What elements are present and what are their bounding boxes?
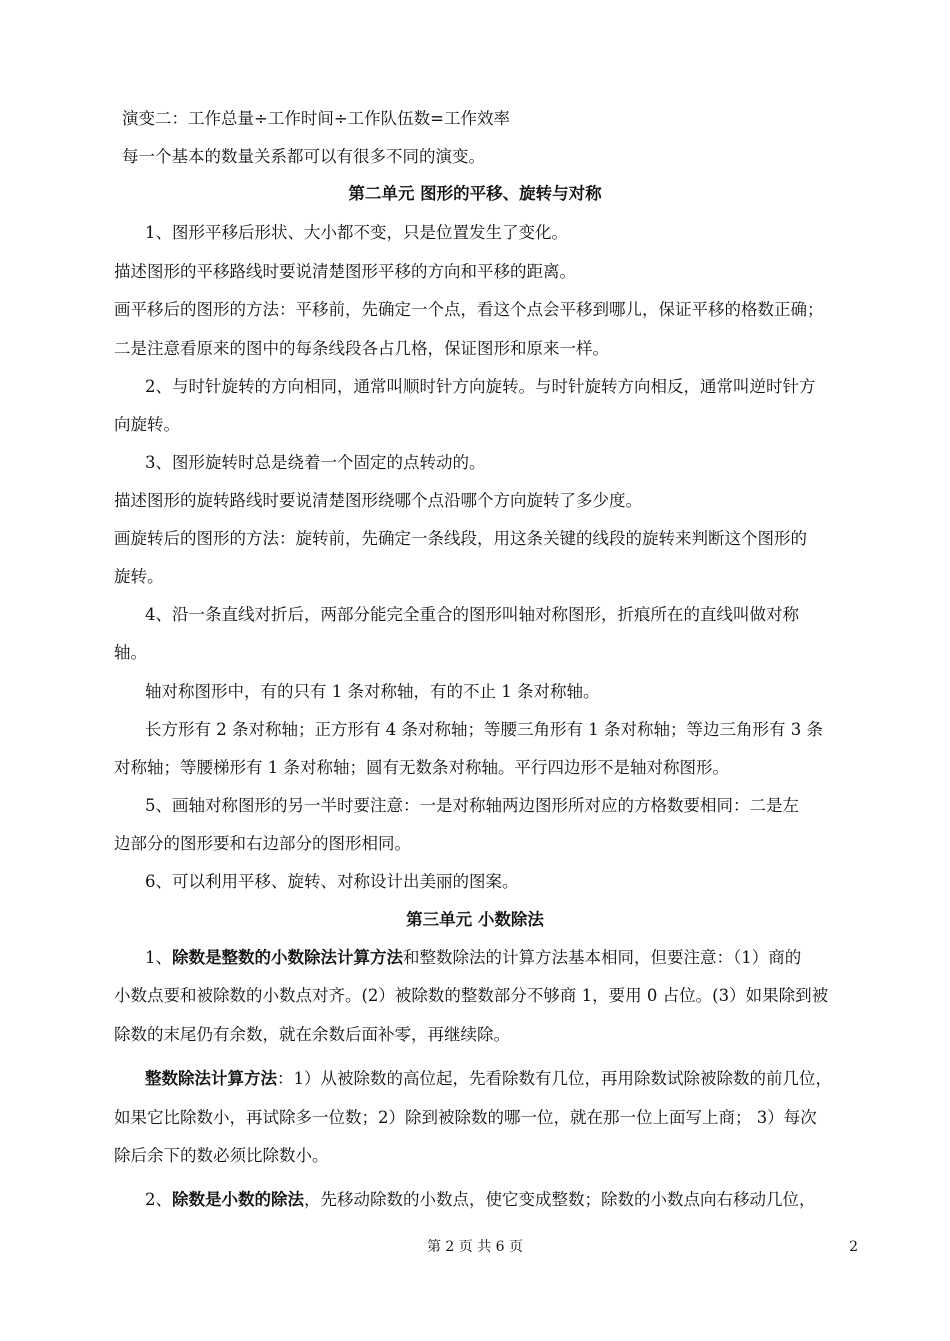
- text-run: 2、: [145, 1190, 172, 1209]
- paragraph-line: 每一个基本的数量关系都可以有很多不同的演变。: [122, 147, 485, 166]
- paragraph-line: 旋转。: [114, 567, 164, 586]
- paragraph-line: 轴对称图形中，有的只有 1 条对称轴，有的不止 1 条对称轴。: [145, 682, 600, 701]
- text-run: 和整数除法的计算方法基本相同，但要注意：（1）商的: [403, 948, 802, 967]
- text-run: 1、: [145, 948, 172, 967]
- paragraph-line: [145, 1068, 865, 1090]
- paragraph-line: 3、图形旋转时总是绕着一个固定的点转动的。: [145, 453, 486, 472]
- bold-term: 除数是小数的除法: [172, 1190, 304, 1209]
- paragraph-line: 4、沿一条直线对折后，两部分能完全重合的图形叫轴对称图形，折痕所在的直线叫做对称: [145, 605, 799, 624]
- paragraph-line: 6、可以利用平移、旋转、对称设计出美丽的图案。: [145, 872, 519, 891]
- page-footer-info: 第 2 页 共 6 页: [426, 1239, 524, 1255]
- paragraph-line: 画旋转后的图形的方法：旋转前，先确定一条线段，用这条关键的线段的旋转来判断这个图形的: [114, 529, 807, 548]
- paragraph-line: [145, 1189, 865, 1211]
- paragraph-line: 描述图形的旋转路线时要说清楚图形绕哪个点沿哪个方向旋转了多少度。: [114, 491, 642, 510]
- page-number: 2: [849, 1239, 858, 1255]
- bold-term: 整数除法计算方法: [145, 1069, 277, 1088]
- paragraph-line: 向旋转。: [114, 415, 180, 434]
- paragraph-line: 对称轴；等腰梯形有 1 条对称轴；圆有无数条对称轴。平行四边形不是轴对称图形。: [114, 758, 729, 777]
- paragraph-line: 1、图形平移后形状、大小都不变，只是位置发生了变化。: [145, 223, 568, 242]
- section-heading-unit-3: 第三单元 小数除法: [406, 910, 544, 929]
- paragraph-line: 二是注意看原来的图中的每条线段各占几格，保证图形和原来一样。: [114, 339, 609, 358]
- paragraph-line: 长方形有 2 条对称轴；正方形有 4 条对称轴；等腰三角形有 1 条对称轴；等边三角形有 3 条: [145, 720, 823, 739]
- section-heading-unit-2: 第二单元 图形的平移、旋转与对称: [348, 184, 602, 203]
- paragraph-line: 除数的末尾仍有余数，就在余数后面补零，再继续除。: [114, 1025, 510, 1044]
- paragraph-line: 演变二：工作总量÷工作时间÷工作队伍数=工作效率: [122, 109, 510, 128]
- paragraph-line: 除后余下的数必须比除数小。: [114, 1146, 329, 1165]
- text-run: ：1）从被除数的高位起，先看除数有几位，再用除数试除被除数的前几位，: [277, 1069, 832, 1088]
- text-run: ，先移动除数的小数点，使它变成整数；除数的小数点向右移动几位，: [304, 1190, 816, 1209]
- paragraph-line: 边部分的图形要和右边部分的图形相同。: [114, 834, 411, 853]
- paragraph-line: 2、与时针旋转的方向相同，通常叫顺时针方向旋转。与时针旋转方向相反，通常叫逆时针方: [145, 377, 816, 396]
- bold-term: 除数是整数的小数除法计算方法: [172, 948, 403, 967]
- paragraph-line: 画平移后的图形的方法：平移前，先确定一个点，看这个点会平移到哪儿，保证平移的格数正确；: [114, 300, 824, 319]
- paragraph-line: 小数点要和被除数的小数点对齐。(2）被除数的整数部分不够商 1，要用 0 占位。(3）如果除到被: [114, 986, 829, 1005]
- paragraph-line: [145, 947, 865, 969]
- paragraph-line: 如果它比除数小，再试除多一位数；2）除到被除数的哪一位，就在那一位上面写上商； 3）每次: [114, 1108, 817, 1127]
- paragraph-line: 轴。: [114, 643, 147, 662]
- paragraph-line: 描述图形的平移路线时要说清楚图形平移的方向和平移的距离。: [114, 262, 576, 281]
- paragraph-line: 5、画轴对称图形的另一半时要注意：一是对称轴两边图形所对应的方格数要相同：二是左: [145, 796, 799, 815]
